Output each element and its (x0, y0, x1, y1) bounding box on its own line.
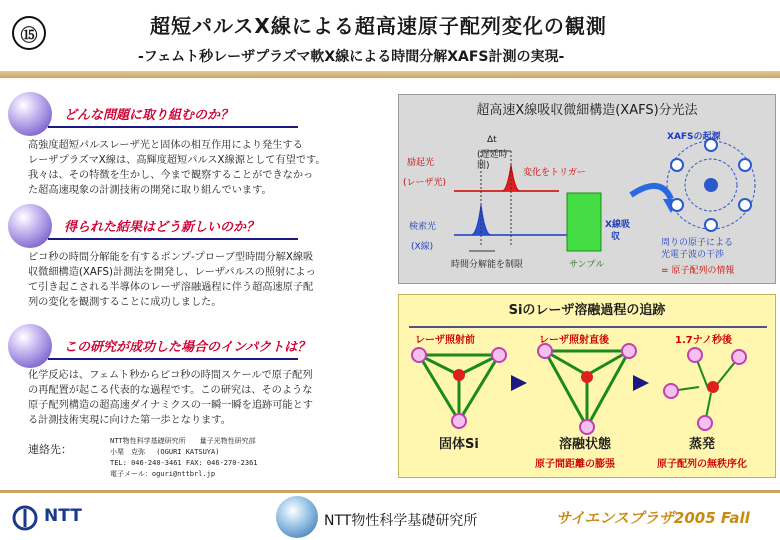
body-line: 我々は、その特徴を生かし、今まで観察することができなかっ (28, 170, 314, 181)
absorption-label-2: 収 (611, 232, 621, 242)
section-heading-text: この研究が成功した場合のインパクトは？ (64, 340, 311, 355)
body-line: 列の変化を観測することに成功しました。 (28, 297, 222, 308)
atom-ring (667, 139, 755, 231)
sphere-bullet-icon (8, 92, 52, 136)
sphere-bullet-icon (8, 324, 52, 368)
curved-arrow-icon (631, 186, 671, 199)
body-line: 原子配列構造の超高速ダイナミクスの一瞬一瞬を追跡可能とす (28, 400, 313, 411)
stage3-note: 原子配列の無秩序化 (657, 459, 747, 470)
poster-subtitle: -フェムト秒レーザプラズマ軟X線による時間分解XAFS計測の実現- (138, 49, 565, 65)
body-line: た超高速現象の計測技術の開発に取り組んでいます。 (28, 185, 272, 196)
stage-melt-structure (538, 344, 636, 434)
contact-line: 小栗 克弥 (OGURI KATSUYA) (110, 448, 220, 456)
sample-label: サンプル (569, 260, 605, 270)
xafs-diagram-panel (398, 94, 776, 284)
stage2-note: 原子間距離の膨張 (535, 459, 615, 470)
contact-label: 連絡先： (28, 443, 72, 456)
section-impact-heading (8, 324, 388, 368)
resolution-label: 時間分解能を制限 (451, 260, 524, 270)
stage2-top-label: レーザ照射直後 (539, 335, 609, 346)
sphere-bullet-icon (8, 204, 52, 248)
lab-name: NTT物性科学基礎研究所 (324, 513, 478, 529)
section-problem-body (28, 138, 380, 198)
xafs-origin-label: XAFSの起源 (667, 132, 721, 142)
probe-sub-label: (X線) (411, 242, 434, 252)
body-line: レーザプラズマX線は、高輝度超短パルスX線源として有望です。 (28, 155, 326, 166)
stage3-bottom-label: 蒸発 (689, 437, 716, 452)
globe-icon (276, 496, 318, 538)
sample-block (567, 193, 601, 251)
arrow-right-icon (511, 375, 527, 391)
excitation-sub-label: (レーザ光) (403, 178, 447, 188)
contact-line: NTT物性科学基礎研究所 量子光物性研究部 (110, 437, 256, 445)
section-result-heading (8, 204, 388, 248)
section-problem-heading (8, 92, 388, 136)
probe-label: 検索光 (409, 222, 437, 232)
stage2-bottom-label: 溶融状態 (559, 437, 612, 452)
event-name: サイエンスプラザ2005 Fall (556, 509, 750, 527)
ntt-logo-text: NTT (44, 506, 82, 526)
heading-underline (48, 126, 298, 128)
body-line: 収微細構造(XAFS)計測法を開発し、レーザパルスの照射によっ (28, 267, 316, 278)
section-heading-text: どんな問題に取り組むのか？ (64, 108, 234, 123)
section-result-body (28, 250, 380, 310)
body-line: 高強度超短パルスレーザ光と固体の相互作用により発生する (28, 140, 303, 151)
footer-rule (0, 490, 780, 493)
arrow-right-icon (633, 375, 649, 391)
contact-line: TEL: 046-240-3461 FAX: 046-270-2361 (110, 459, 258, 467)
poster-number-badge: ⑮ (12, 16, 46, 50)
poster-title: 超短パルスX線による超高速原子配列変化の観測 (150, 14, 607, 38)
stage3-top-label: 1.7ナノ秒後 (675, 335, 733, 346)
stage1-top-label: レーザ照射前 (415, 335, 475, 346)
stage1-bottom-label: 固体Si (439, 437, 479, 452)
contact-email: 電子メール：oguri@nttbrl.jp (110, 470, 216, 478)
absorption-label: X線吸 (605, 220, 630, 230)
excitation-label: 励起光 (407, 158, 435, 168)
info-label: = 原子配列の情報 (661, 266, 735, 276)
body-line: て引き起こされる半導体のレーザ溶融過程に伴う超高速原子配 (28, 282, 314, 293)
contact-block (110, 436, 258, 480)
interference-label-2: 光電子波の干渉 (661, 250, 725, 260)
body-line: 化学反応は、フェムト秒からピコ秒の時間スケールで原子配列 (28, 370, 313, 381)
section-impact-body (28, 368, 380, 428)
interference-label: 周りの原子による (661, 238, 734, 248)
body-line: の再配置が起こる代表的な過程です。この研究は、そのような (28, 385, 313, 396)
stage-solid-structure (412, 348, 506, 428)
delta-t-label: Δt (487, 135, 497, 145)
heading-underline (48, 238, 298, 240)
delay-label: (遅延時 (477, 150, 508, 160)
stage-evaporation-structure (664, 348, 746, 430)
si-melting-panel (398, 294, 776, 478)
header-rule (0, 71, 780, 78)
body-line: ピコ秒の時間分解能を有するポンプ-プローブ型時間分解X線吸 (28, 252, 314, 263)
trigger-label: 変化をトリガー (523, 168, 586, 178)
section-heading-text: 得られた結果はどう新しいのか？ (64, 220, 260, 235)
heading-underline (48, 358, 298, 360)
delay-label-2: 間) (477, 161, 490, 171)
melt-panel-title: Siのレーザ溶融過程の追跡 (508, 303, 666, 318)
xafs-panel-title: 超高速X線吸収微細構造(XAFS)分光法 (476, 103, 698, 118)
body-line: る計測技術実現に向けた第一歩となります。 (28, 415, 231, 426)
